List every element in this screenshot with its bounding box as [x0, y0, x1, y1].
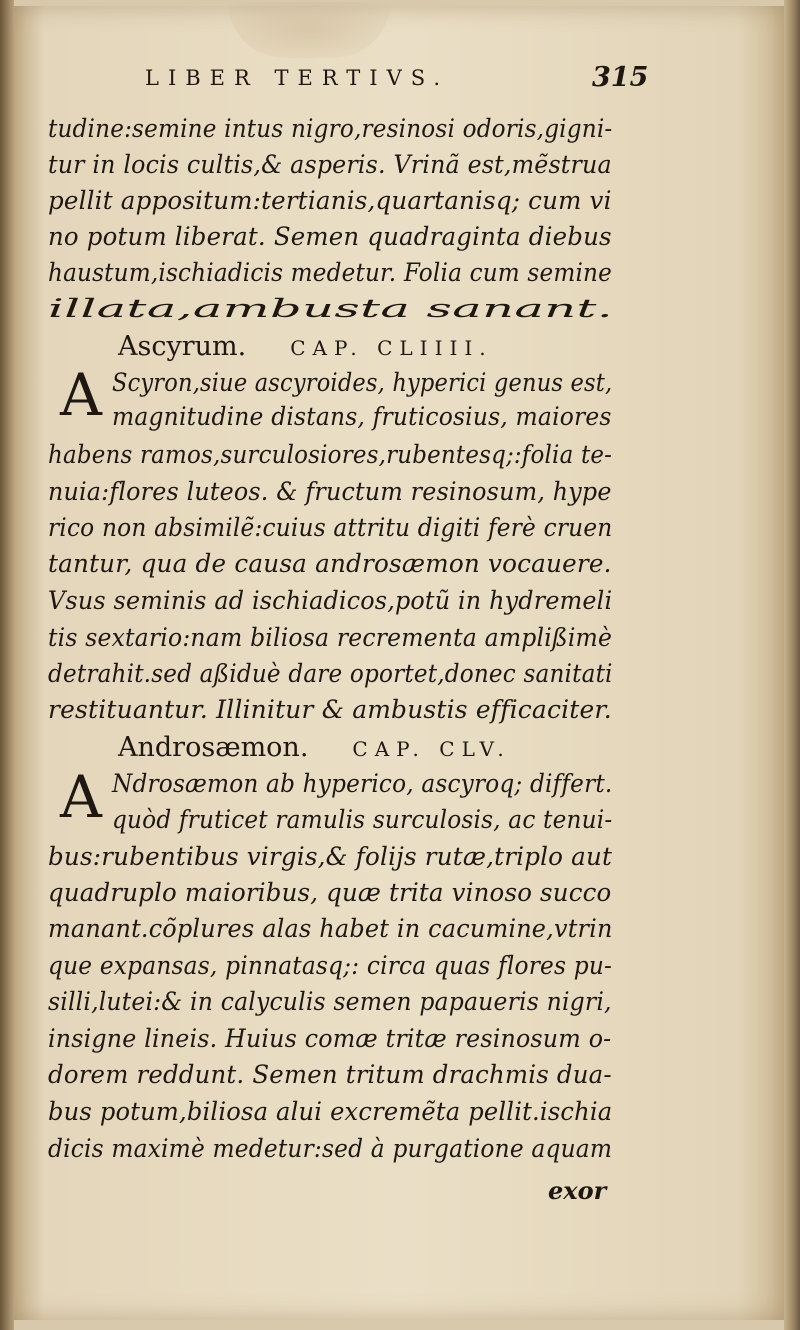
text-line: detrahit.sed aßiduè dare oportet,donec sanitati	[48, 659, 613, 688]
text-line: quadruplo maioribus, quæ trita vinoso succo	[48, 878, 612, 907]
text-line: quòd fruticet ramulis surculosis, ac tenui-	[112, 805, 613, 834]
section-heading-ascyrum	[118, 333, 493, 360]
text-line: Scyron,siue ascyroides, hyperici genus est,	[112, 368, 613, 397]
text-line: habens ramos,surculosiores,rubentesq;:folia te-	[48, 440, 613, 469]
text-line: pellit appositum:tertianis,quartanisq; cum vi	[48, 186, 612, 215]
text-line: bus potum,biliosa alui excremẽta pellit.ischia	[48, 1097, 613, 1126]
text-line: no potum liberat. Semen quadraginta diebus	[48, 222, 612, 251]
text-line: restituantur. Illinitur & ambustis efficaciter.	[48, 695, 612, 724]
section-heading-androsaemon	[118, 734, 511, 761]
page-number: 315	[592, 62, 649, 93]
binding-gutter	[0, 0, 14, 1330]
section-title: Androsæmon.	[118, 732, 309, 763]
text-line: tur in locis cultis,& asperis. Vrinã est,mẽstrua	[48, 150, 612, 179]
text-line: tantur, qua de causa androsæmon vocauere.	[48, 549, 612, 578]
text-line: illata,ambusta sanant.	[48, 294, 613, 323]
chapter-number: CAP. CLIIII.	[290, 336, 493, 360]
text-line: Ndrosæmon ab hyperico, ascyroq; differt.	[112, 769, 613, 798]
text-line: haustum,ischiadicis medetur. Folia cum semine	[48, 258, 613, 287]
drop-capital: A	[60, 361, 102, 429]
text-line: tis sextario:nam biliosa recrementa amplißimè	[48, 623, 613, 652]
chapter-number: CAP. CLV.	[352, 737, 511, 761]
text-line: rico non absimilẽ:cuius attritu digiti ferè cruen	[48, 513, 613, 542]
text-line: insigne lineis. Huius comæ tritæ resinosum o-	[48, 1024, 612, 1053]
text-line: silli,lutei:& in calyculis semen papaueris nigri,	[48, 987, 612, 1016]
page-edge	[784, 0, 800, 1330]
catchword: exor	[548, 1176, 607, 1205]
text-line: dorem reddunt. Semen tritum drachmis dua-	[48, 1060, 612, 1089]
section-title: Ascyrum.	[118, 331, 247, 362]
drop-capital: A	[60, 763, 102, 831]
running-head: LIBER TERTIVS.	[145, 66, 450, 90]
text-line: manant.cõplures alas habet in cacumine,vtrin	[48, 914, 613, 943]
text-line: Vsus seminis ad ischiadicos,potũ in hydremeli	[48, 586, 613, 615]
text-line: nuia:flores luteos. & fructum resinosum, hype	[48, 477, 612, 506]
text-line: tudine:semine intus nigro,resinosi odoris,gigni-	[48, 114, 613, 143]
text-line: dicis maximè medetur:sed à purgatione aquam	[48, 1134, 613, 1163]
text-line: magnitudine distans, fruticosius, maiores	[112, 402, 612, 431]
text-line: que expansas, pinnatasq;: circa quas flores pu-	[48, 951, 613, 980]
text-line: bus:rubentibus virgis,& folijs rutæ,triplo aut	[48, 842, 613, 871]
